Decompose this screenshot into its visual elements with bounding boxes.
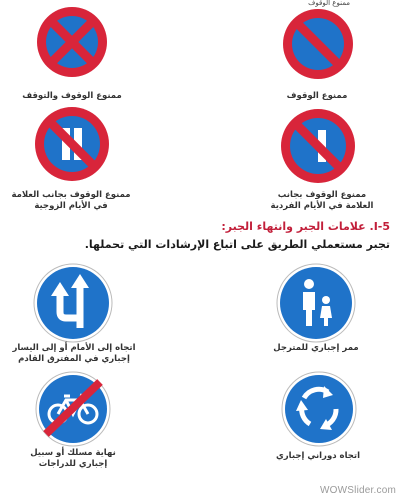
watermark: WOWSlider.com [320,485,396,496]
no-parking-odd-days-caption: ممنوع الوقوف بجانب العلامة في الأيام الفردية [270,190,374,211]
roundabout-sign-icon [280,370,358,448]
straight-or-left-caption: اتجاه إلى الأمام أو إلى اليسار إجباري في المفترق القادم [12,343,136,364]
end-cycle-path-caption: نهاية مسلك أو سبيل إجباري للدراجات [30,448,116,469]
roundabout-caption: اتجاه دوراني إجباري [276,451,360,461]
no-stopping-caption: ممنوع الوقوف والتوقف [22,91,122,101]
pedestrian-path-caption: ممر إجباري للمترجل [273,343,359,353]
section-title: I-5. علامات الجبر وانتهاء الجبر: [221,220,390,233]
pedestrian-path-sign-icon [275,262,357,344]
no-parking-caption: ممنوع الوقوف [286,91,348,101]
header-cut-text: ممنوع الوقوف [308,0,350,7]
straight-or-left-sign-icon [32,262,114,344]
no-parking-even-days-caption: ممنوع الوقوف بجانب العلامة في الأيام الزوجية [11,190,131,211]
no-parking-odd-days-sign-icon [278,106,358,186]
no-parking-sign-icon [280,6,356,82]
section-description: تجبر مستعملي الطريق على اتباع الإرشادات التي تحملها. [84,238,390,251]
no-stopping-sign-icon [34,4,110,80]
no-parking-even-days-sign-icon [32,104,112,184]
end-cycle-path-sign-icon [34,370,112,448]
